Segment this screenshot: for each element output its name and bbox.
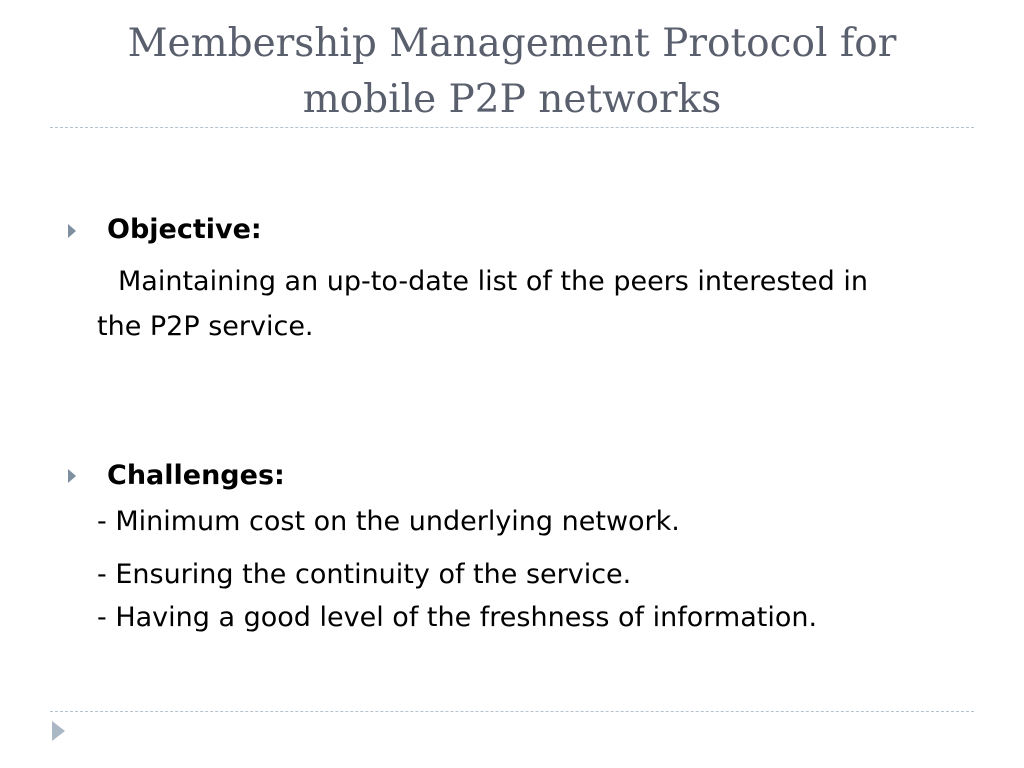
objective-heading: Objective: xyxy=(107,214,262,245)
title-divider xyxy=(50,127,974,128)
challenge-item-2: - Ensuring the continuity of the service. xyxy=(97,559,632,590)
objective-text-line-2: the P2P service. xyxy=(97,311,314,342)
challenges-heading: Challenges: xyxy=(107,460,285,491)
challenge-item-3: - Having a good level of the freshness of information. xyxy=(97,602,818,633)
slide-title-line-2: mobile P2P networks xyxy=(302,77,722,122)
challenge-item-1: - Minimum cost on the underlying network. xyxy=(97,506,680,537)
bullet-triangle-icon xyxy=(68,469,76,483)
slide-title-line-1: Membership Management Protocol for xyxy=(127,21,897,66)
bullet-triangle-icon xyxy=(68,224,76,238)
objective-text-line-1: Maintaining an up-to-date list of the peers interested in xyxy=(118,266,868,297)
slide-title xyxy=(50,16,974,128)
next-slide-arrow-icon[interactable] xyxy=(52,721,65,741)
footer-divider xyxy=(50,711,974,712)
